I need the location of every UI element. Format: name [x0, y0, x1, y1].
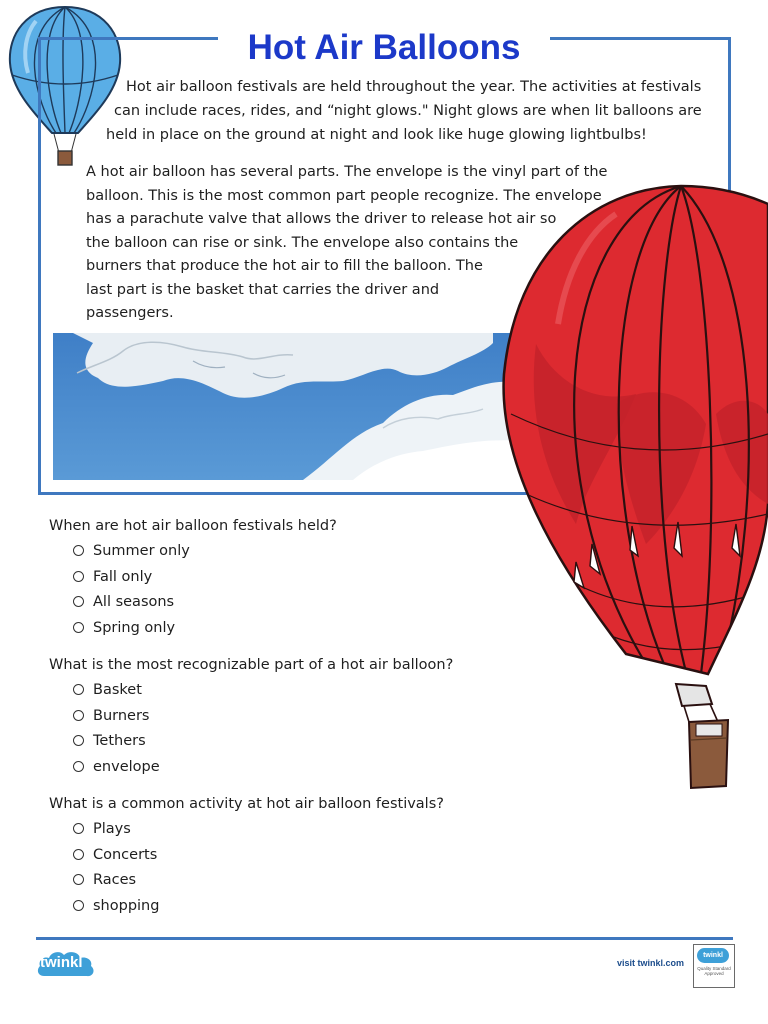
badge-brand: twinkl: [697, 948, 729, 963]
answer-option-label: Spring only: [93, 619, 176, 636]
paragraph-line: A hot air balloon has several parts. The envelope is the vinyl part of the: [86, 164, 608, 180]
answer-option[interactable]: [49, 730, 509, 756]
paragraph-line: the balloon can rise or sink. The envelope also contains the: [86, 234, 519, 251]
answer-option-label: shopping: [93, 897, 160, 914]
visit-link[interactable]: visit twinkl.com: [617, 958, 685, 968]
answer-option-label: Races: [93, 872, 137, 888]
answer-option[interactable]: [49, 566, 509, 592]
answer-option-label: Plays: [93, 821, 131, 837]
question-2: What is the most recognizable part of a hot air balloon?: [49, 657, 454, 673]
radio-button-icon[interactable]: [73, 849, 84, 860]
paragraph-line: burners that produce the hot air to fill the balloon. The: [86, 258, 483, 274]
radio-button-icon[interactable]: [73, 545, 84, 556]
answer-option[interactable]: [49, 869, 509, 895]
radio-button-icon[interactable]: [73, 900, 84, 911]
radio-button-icon[interactable]: [73, 684, 84, 695]
badge-caption: Quality Standard Approved: [697, 966, 731, 976]
radio-button-icon[interactable]: [73, 571, 84, 582]
sky-clouds-image: [53, 333, 523, 480]
quality-badge: [693, 944, 735, 988]
answer-option-label: Tethers: [93, 733, 146, 749]
page-title: Hot Air Balloons: [218, 22, 550, 74]
question-3: What is a common activity at hot air balloon festivals?: [49, 796, 444, 812]
answer-option[interactable]: [49, 617, 509, 643]
answer-option[interactable]: [49, 818, 509, 844]
radio-button-icon[interactable]: [73, 622, 84, 633]
radio-button-icon[interactable]: [73, 761, 84, 772]
answer-option[interactable]: [49, 844, 509, 870]
answer-option[interactable]: [49, 540, 509, 566]
answer-option-label: Burners: [93, 707, 150, 724]
answer-option[interactable]: [49, 705, 509, 731]
radio-button-icon[interactable]: [73, 823, 84, 834]
answer-option[interactable]: [49, 591, 509, 617]
twinkl-logo-text: twinkl: [40, 954, 83, 971]
answer-option-label: All seasons: [93, 594, 175, 610]
answer-option[interactable]: [49, 895, 509, 921]
answer-option-label: Concerts: [93, 846, 158, 863]
radio-button-icon[interactable]: [73, 596, 84, 607]
paragraph-line: has a parachute valve that allows the driver to release hot air so: [86, 211, 557, 227]
answer-option[interactable]: [49, 679, 509, 705]
answer-option[interactable]: [49, 756, 509, 782]
paragraph-line: last part is the basket that carries the driver and: [86, 281, 440, 298]
red-balloon-icon: [496, 184, 768, 790]
answer-option-label: Basket: [93, 682, 142, 698]
answer-option-label: envelope: [93, 758, 160, 775]
intro-line: Hot air balloon festivals are held throughout the year. The activities at festivals: [126, 79, 702, 95]
intro-line: can include races, rides, and “night glows." Night glows are when lit balloons are: [114, 103, 702, 119]
radio-button-icon[interactable]: [73, 710, 84, 721]
paragraph-line: balloon. This is the most common part people recognize. The envelope: [86, 187, 602, 204]
quiz: [49, 515, 509, 920]
paragraph-line: passengers.: [86, 305, 174, 321]
answer-option-label: Summer only: [93, 543, 190, 559]
footer-divider: [36, 937, 733, 940]
radio-button-icon[interactable]: [73, 735, 84, 746]
radio-button-icon[interactable]: [73, 874, 84, 885]
question-1: When are hot air balloon festivals held?: [49, 518, 337, 534]
answer-option-label: Fall only: [93, 568, 153, 585]
intro-line: held in place on the ground at night and look like huge glowing lightbulbs!: [106, 127, 647, 143]
intro-paragraph: [100, 75, 720, 147]
